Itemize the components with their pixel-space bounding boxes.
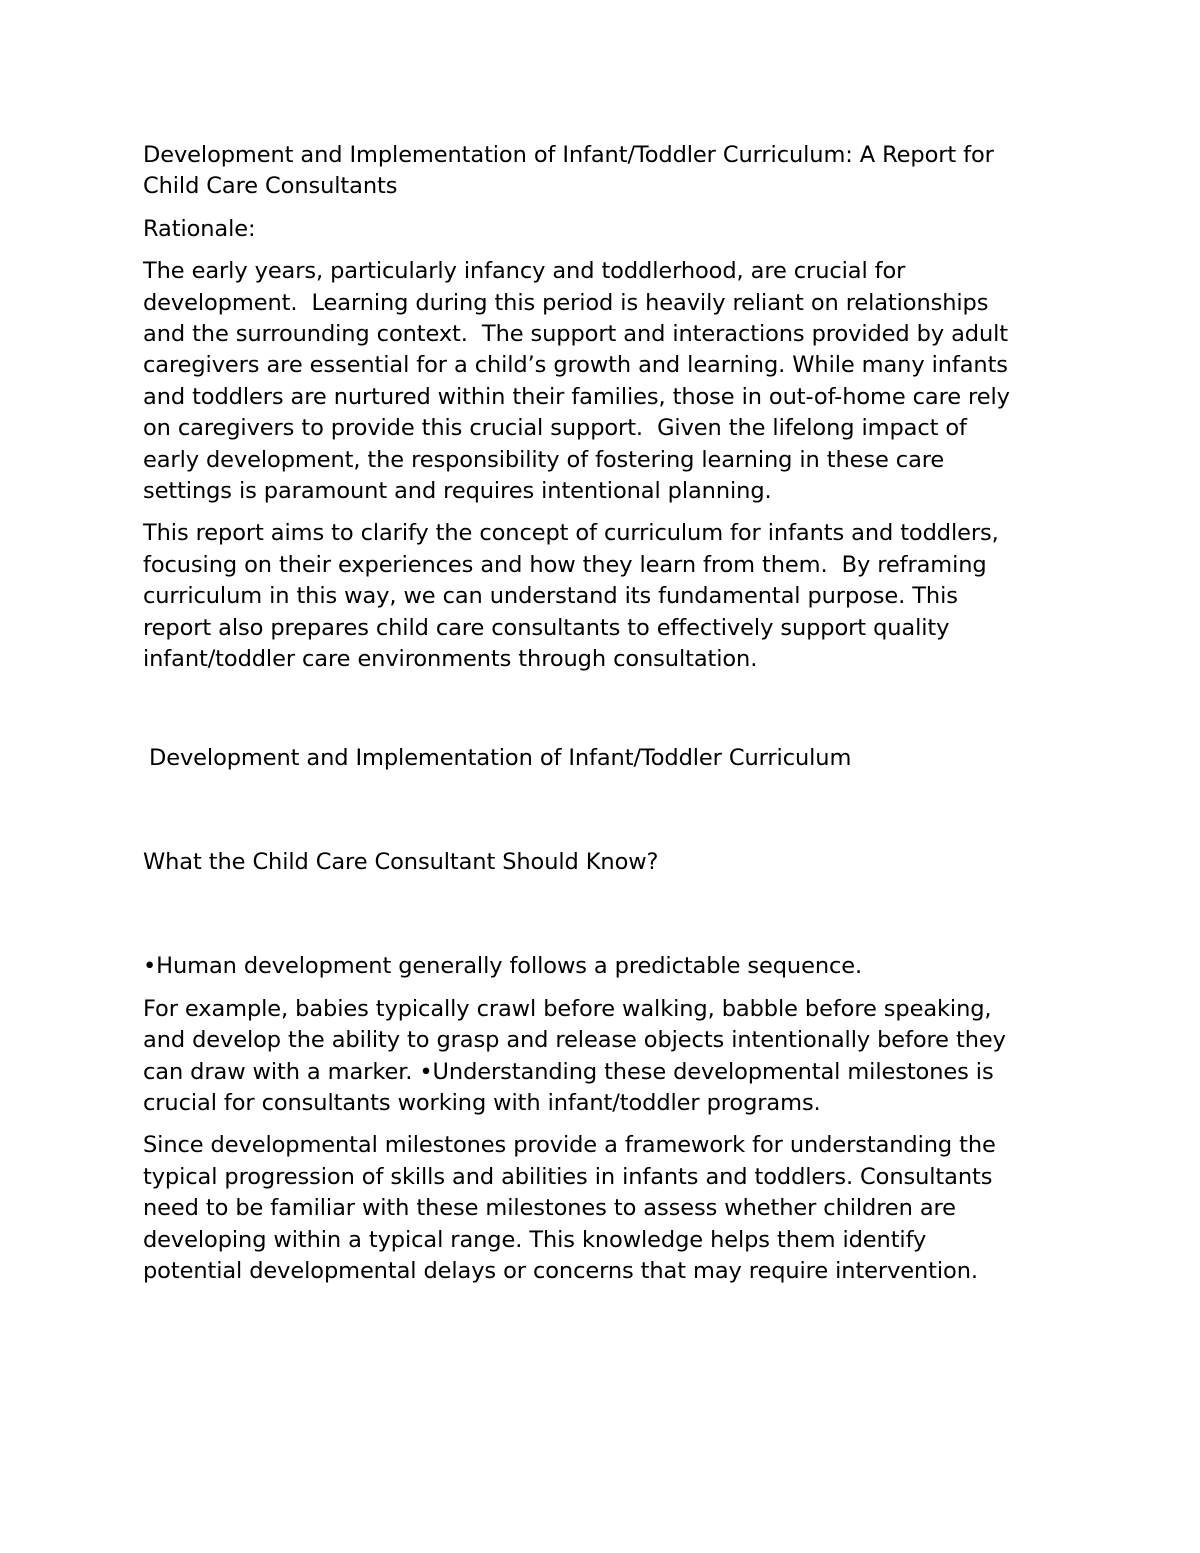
paragraph-line: For example, babies typically crawl before walking, babble before speaking, <box>143 995 992 1022</box>
spacer <box>143 687 1083 743</box>
title-line: Development and Implementation of Infant/Toddler Curriculum: A Report for <box>143 142 994 168</box>
paragraph-line: report also prepares child care consultants to effectively support quality <box>143 614 950 641</box>
title-line: Child Care Consultants <box>143 173 398 200</box>
paragraph-line: caregivers are essential for a child’s growth and learning. While many infants <box>143 352 1008 379</box>
document-body <box>143 140 1083 1298</box>
paragraph-line: infant/toddler care environments through consultation. <box>143 646 758 673</box>
paragraph-line: focusing on their experiences and how they learn from them. By reframing <box>143 551 987 578</box>
paragraph-line: and develop the ability to grasp and release objects intentionally before they <box>143 1027 1006 1054</box>
paragraph-line: settings is paramount and requires intentional planning. <box>143 478 772 505</box>
section-heading: Development and Implementation of Infant/Toddler Curriculum <box>149 744 852 771</box>
paragraph-line: developing within a typical range. This knowledge helps them identify <box>143 1226 927 1253</box>
paragraph-line: potential developmental delays or concerns that may require intervention. <box>143 1257 978 1284</box>
spacer <box>143 785 1083 847</box>
paragraph-line: Since developmental milestones provide a framework for understanding the <box>143 1132 996 1159</box>
rationale-paragraph <box>143 256 1083 507</box>
paragraph-line: curriculum in this way, we can understand its fundamental purpose. This <box>143 583 958 610</box>
bullet-item: •Human development generally follows a predictable sequence. <box>143 953 863 980</box>
milestones-paragraph <box>143 1130 1083 1287</box>
paragraph-line: typical progression of skills and abilities in infants and toddlers. Consultants <box>143 1163 993 1190</box>
question-heading: What the Child Care Consultant Should Know? <box>143 848 659 875</box>
paragraph-line: on caregivers to provide this crucial support. Given the lifelong impact of <box>143 415 967 442</box>
paragraph-line: This report aims to clarify the concept of curriculum for infants and toddlers, <box>143 520 999 547</box>
paragraph-line: and the surrounding context. The support and interactions provided by adult <box>143 321 1008 348</box>
paragraph-line: and toddlers are nurtured within their families, those in out-of-home care rely <box>143 383 1010 410</box>
rationale-label: Rationale: <box>143 215 256 242</box>
spacer <box>143 889 1083 951</box>
paragraph-line: need to be familiar with these milestones to assess whether children are <box>143 1195 956 1222</box>
example-paragraph <box>143 994 1083 1120</box>
paragraph-line: early development, the responsibility of fostering learning in these care <box>143 446 945 473</box>
paragraph-line: development. Learning during this period is heavily reliant on relationships <box>143 289 989 316</box>
paragraph-line: The early years, particularly infancy and toddlerhood, are crucial for <box>143 258 906 285</box>
purpose-paragraph <box>143 518 1083 675</box>
paragraph-line: can draw with a marker. •Understanding these developmental milestones is <box>143 1058 994 1085</box>
paragraph-line: crucial for consultants working with infant/toddler programs. <box>143 1089 821 1116</box>
document-title <box>143 140 1083 203</box>
